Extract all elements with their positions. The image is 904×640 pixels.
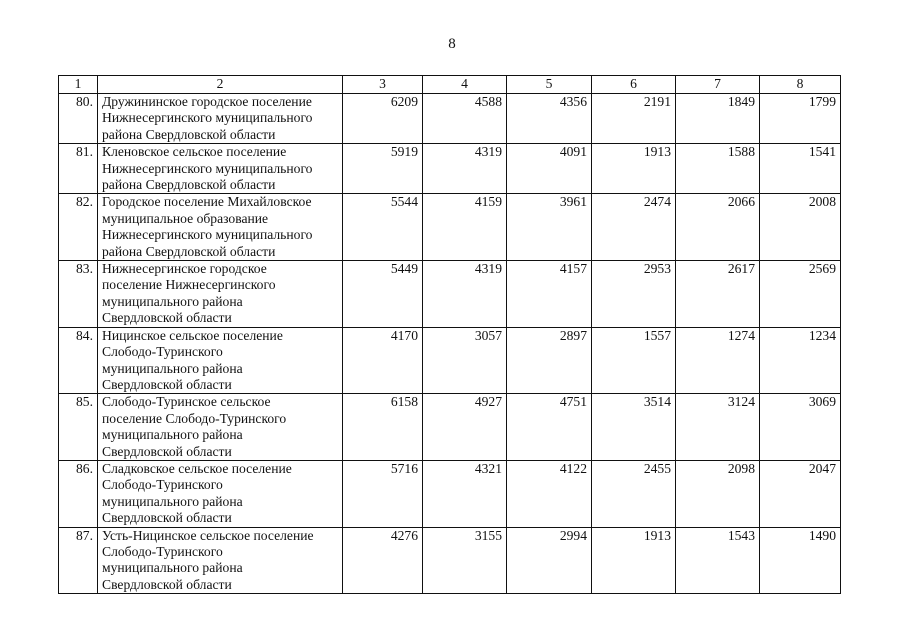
value-col-6: 2474: [592, 194, 676, 261]
value-col-3: 6158: [343, 394, 423, 461]
value-col-6: 2455: [592, 460, 676, 527]
municipality-name-line: Городское поселение Михайловское: [102, 194, 312, 210]
value-col-7: 2617: [676, 261, 760, 328]
municipality-name: [98, 144, 343, 194]
value-col-6: 3514: [592, 394, 676, 461]
municipality-name-line: поселение Нижнесергинского: [102, 277, 276, 293]
municipality-name-line: Свердловской области: [102, 310, 232, 326]
row-number: 81.: [59, 144, 98, 194]
municipality-name: [98, 94, 343, 144]
value-col-6: 2191: [592, 94, 676, 144]
row-number: 85.: [59, 394, 98, 461]
municipality-name-line: муниципального района: [102, 560, 243, 576]
value-col-4: 4321: [423, 460, 507, 527]
header-col-6: 6: [592, 76, 676, 94]
municipality-name-line: Ницинское сельское поселение: [102, 327, 283, 343]
value-col-4: 4319: [423, 144, 507, 194]
value-col-5: 4356: [507, 94, 592, 144]
value-col-8: 3069: [760, 394, 841, 461]
value-col-7: 2066: [676, 194, 760, 261]
municipality-name-line: Кленовское сельское поселение: [102, 144, 287, 160]
value-col-6: 1913: [592, 144, 676, 194]
value-col-5: 4091: [507, 144, 592, 194]
municipality-name-line: муниципального района: [102, 427, 243, 443]
municipality-name-line: муниципальное образование: [102, 210, 269, 226]
value-col-6: 1557: [592, 327, 676, 394]
value-col-7: 1849: [676, 94, 760, 144]
value-col-4: 4588: [423, 94, 507, 144]
table-row: [59, 261, 841, 328]
municipality-name-line: Слободо-Туринского: [102, 543, 223, 559]
value-col-3: 4170: [343, 327, 423, 394]
municipality-name-line: Свердловской области: [102, 510, 232, 526]
header-col-1: 1: [59, 76, 98, 94]
value-col-8: 2008: [760, 194, 841, 261]
data-table: [58, 75, 841, 594]
municipality-name-line: Нижнесергинского муниципального: [102, 110, 313, 126]
header-col-4: 4: [423, 76, 507, 94]
page-number: 8: [448, 36, 456, 52]
value-col-3: 5919: [343, 144, 423, 194]
municipality-name-line: муниципального района: [102, 293, 243, 309]
header-col-5: 5: [507, 76, 592, 94]
row-number: 87.: [59, 527, 98, 594]
value-col-8: 2047: [760, 460, 841, 527]
municipality-name-line: Свердловской области: [102, 443, 232, 459]
table-row: [59, 194, 841, 261]
table-row: [59, 394, 841, 461]
value-col-4: 3057: [423, 327, 507, 394]
municipality-name: [98, 194, 343, 261]
table-body: [59, 94, 841, 594]
table-row: [59, 144, 841, 194]
value-col-6: 1913: [592, 527, 676, 594]
value-col-7: 2098: [676, 460, 760, 527]
header-col-7: 7: [676, 76, 760, 94]
value-col-7: 3124: [676, 394, 760, 461]
value-col-4: 4159: [423, 194, 507, 261]
header-col-8: 8: [760, 76, 841, 94]
value-col-4: 4927: [423, 394, 507, 461]
municipality-name-line: Слободо-Туринское сельское: [102, 394, 271, 410]
municipality-name-line: Свердловской области: [102, 576, 232, 592]
table-row: [59, 460, 841, 527]
municipality-name-line: района Свердловской области: [102, 126, 276, 142]
municipality-name-line: Дружининское городское поселение: [102, 94, 312, 109]
header-col-3: 3: [343, 76, 423, 94]
value-col-4: 4319: [423, 261, 507, 328]
value-col-5: 4157: [507, 261, 592, 328]
row-number: 84.: [59, 327, 98, 394]
row-number: 80.: [59, 94, 98, 144]
value-col-7: 1543: [676, 527, 760, 594]
value-col-8: 2569: [760, 261, 841, 328]
value-col-5: 2897: [507, 327, 592, 394]
header-row: [59, 76, 841, 94]
municipality-name-line: муниципального района: [102, 360, 243, 376]
municipality-name-line: поселение Слободо-Туринского: [102, 410, 287, 426]
value-col-5: 2994: [507, 527, 592, 594]
table-header: [59, 76, 841, 94]
row-number: 82.: [59, 194, 98, 261]
municipality-name-line: Нижнесергинское городское: [102, 261, 267, 277]
value-col-5: 3961: [507, 194, 592, 261]
municipality-name-line: муниципального района: [102, 493, 243, 509]
municipality-name-line: Слободо-Туринского: [102, 477, 223, 493]
value-col-3: 5716: [343, 460, 423, 527]
value-col-8: 1799: [760, 94, 841, 144]
municipality-name-line: Нижнесергинского муниципального: [102, 160, 313, 176]
value-col-4: 3155: [423, 527, 507, 594]
value-col-8: 1541: [760, 144, 841, 194]
value-col-3: 4276: [343, 527, 423, 594]
value-col-8: 1234: [760, 327, 841, 394]
value-col-7: 1274: [676, 327, 760, 394]
municipality-name-line: Слободо-Туринского: [102, 344, 223, 360]
municipality-name: [98, 460, 343, 527]
municipality-name: [98, 327, 343, 394]
value-col-7: 1588: [676, 144, 760, 194]
value-col-3: 6209: [343, 94, 423, 144]
value-col-3: 5449: [343, 261, 423, 328]
value-col-6: 2953: [592, 261, 676, 328]
value-col-3: 5544: [343, 194, 423, 261]
municipality-name-line: района Свердловской области: [102, 243, 276, 259]
municipality-name: [98, 527, 343, 594]
municipality-name-line: Свердловской области: [102, 376, 232, 392]
table-row: [59, 94, 841, 144]
row-number: 83.: [59, 261, 98, 328]
table-row: [59, 527, 841, 594]
municipality-name: [98, 261, 343, 328]
value-col-5: 4751: [507, 394, 592, 461]
table-row: [59, 327, 841, 394]
municipality-name-line: Усть-Ницинское сельское поселение: [102, 527, 314, 543]
value-col-5: 4122: [507, 460, 592, 527]
header-col-2: 2: [98, 76, 343, 94]
municipality-name-line: района Свердловской области: [102, 177, 276, 193]
municipality-name-line: Нижнесергинского муниципального: [102, 227, 313, 243]
municipality-name-line: Сладковское сельское поселение: [102, 460, 292, 476]
municipality-name: [98, 394, 343, 461]
value-col-8: 1490: [760, 527, 841, 594]
row-number: 86.: [59, 460, 98, 527]
